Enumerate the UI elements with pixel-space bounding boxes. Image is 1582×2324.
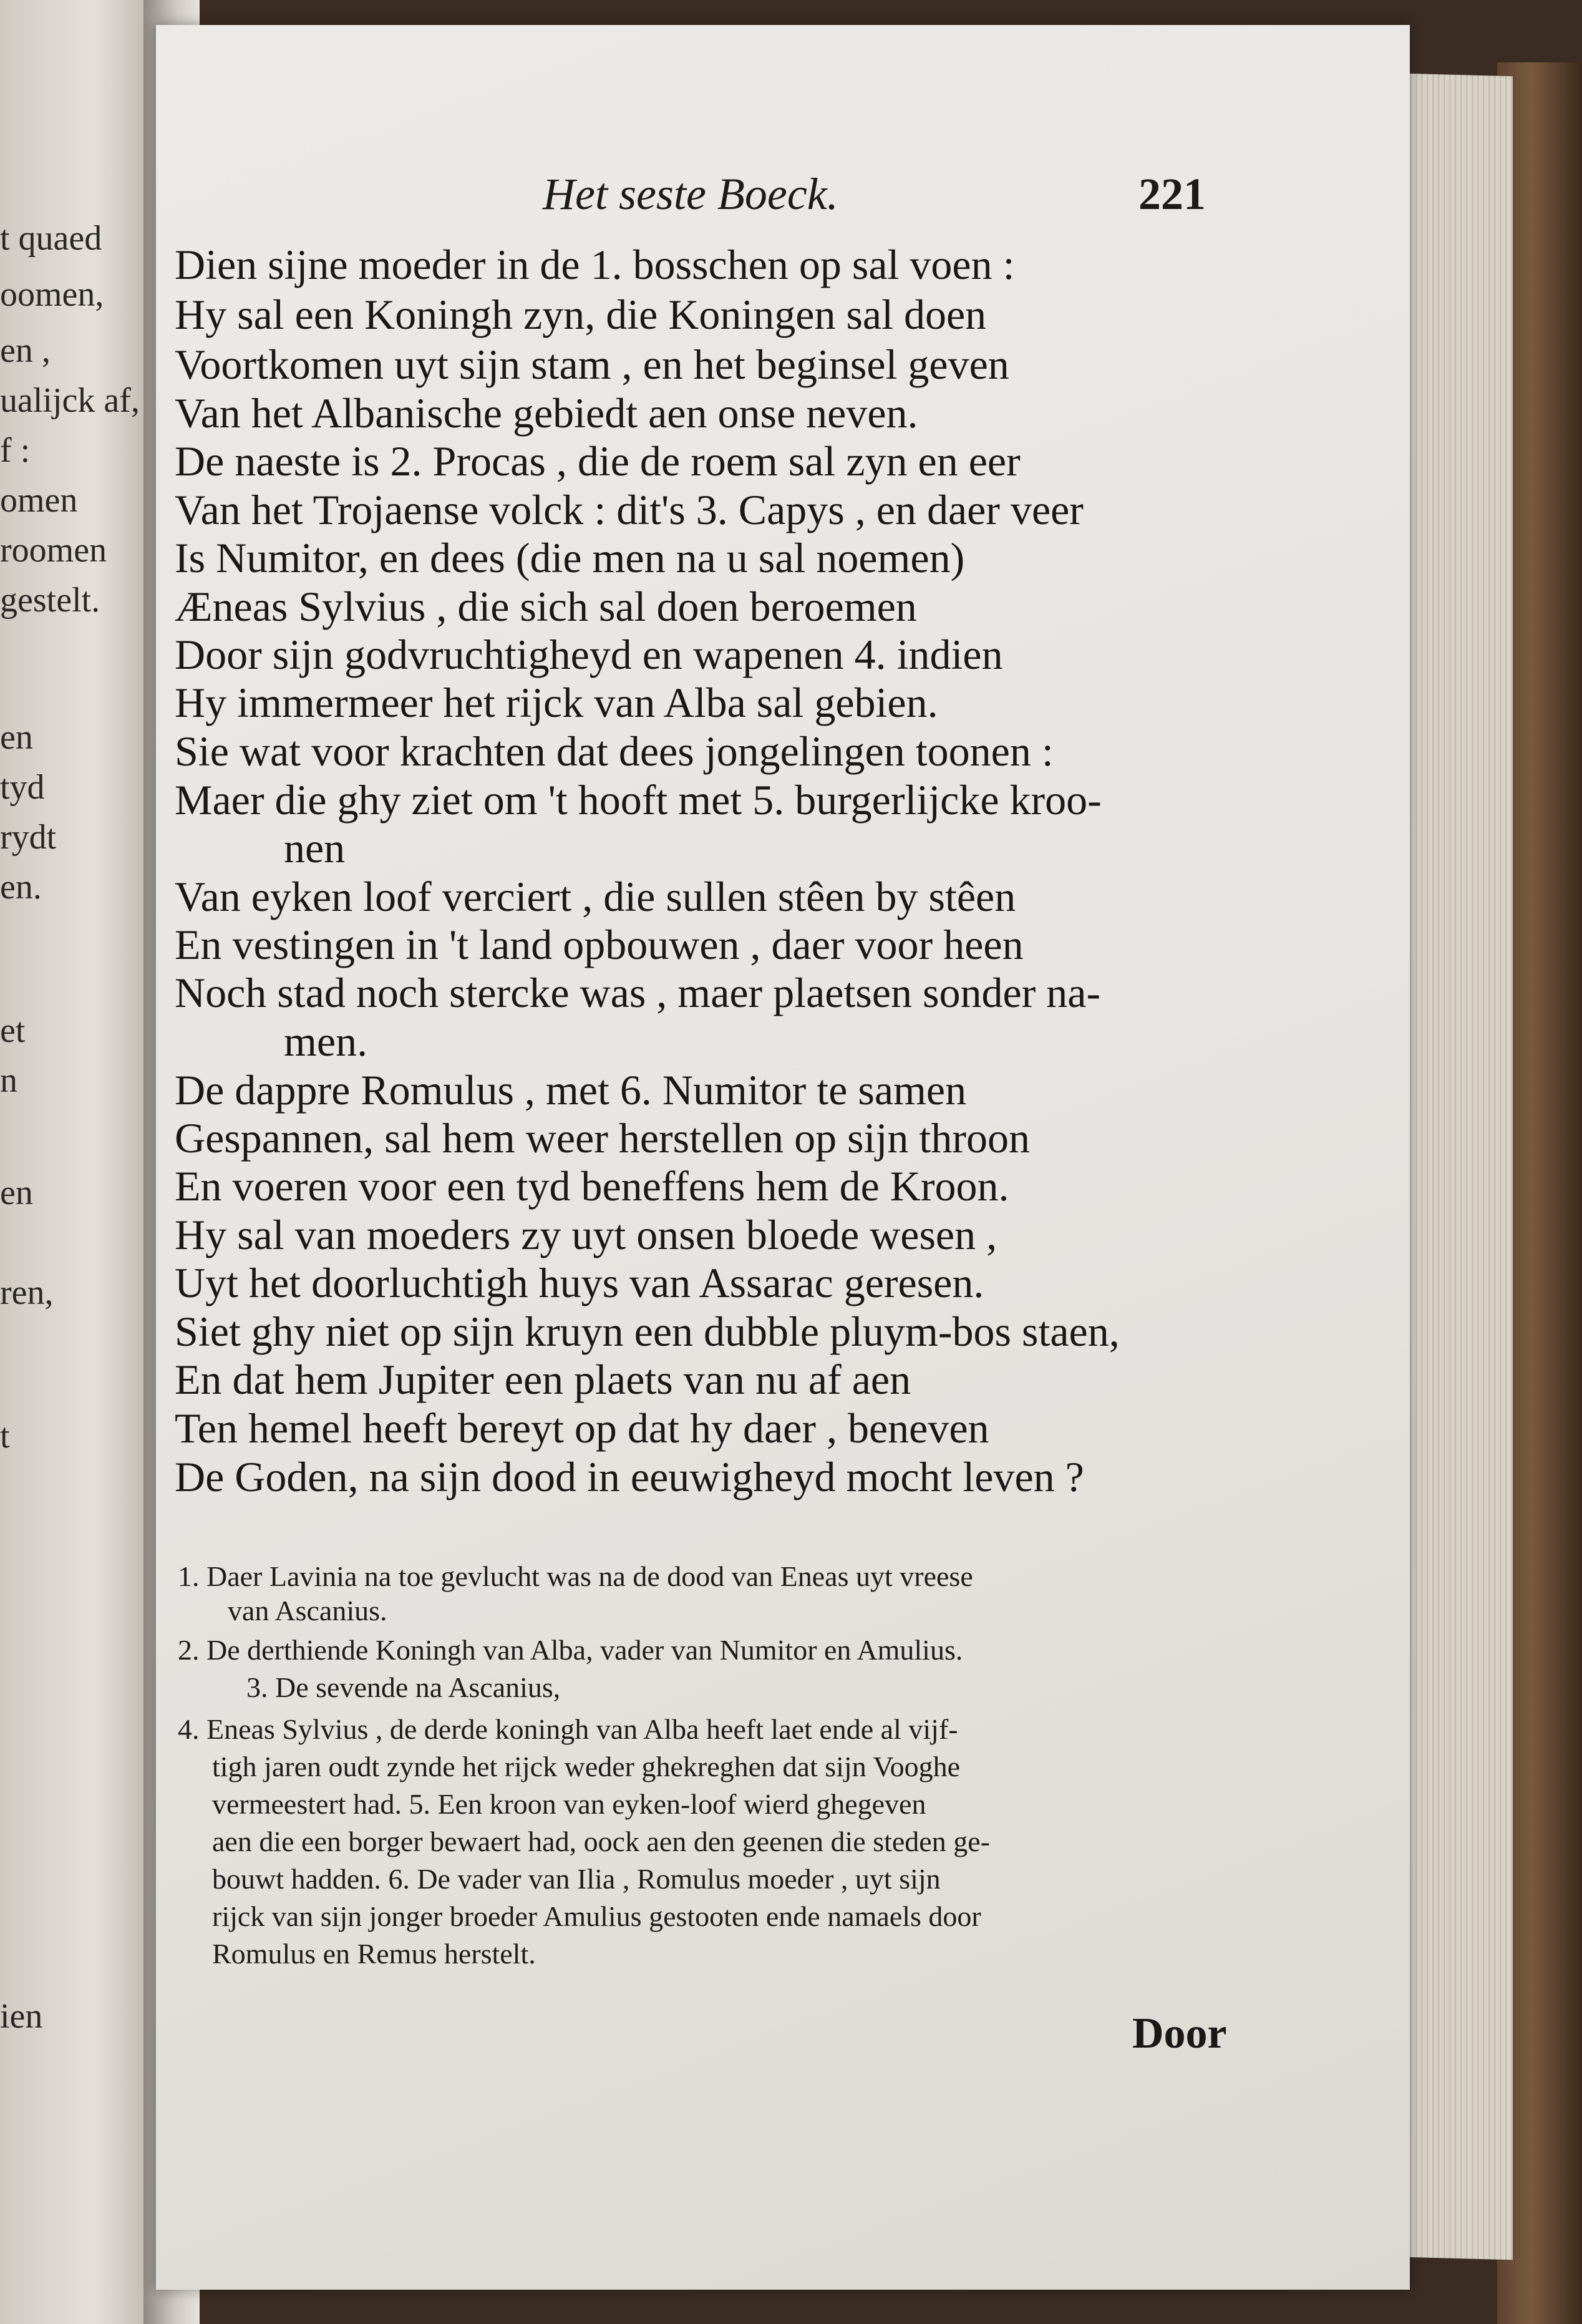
verse-line: Siet ghy niet op sijn kruyn een dubble pluym-bos staen, — [175, 1308, 1120, 1355]
verse-line: Van het Albanische gebiedt aen onse neven. — [175, 389, 918, 437]
left-page-fragment: roomen — [0, 531, 107, 570]
verse-line: Door sijn godvruchtigheyd en wapenen 4. indien — [175, 631, 1003, 678]
left-page-fragment: omen — [0, 481, 78, 520]
left-page-fragment: rydt — [0, 818, 57, 857]
verse-line: Ten hemel heeft bereyt op dat hy daer , beneven — [175, 1404, 989, 1452]
footnote-line: vermeestert had. 5. Een kroon van eyken-loof wierd ghegeven — [212, 1788, 926, 1820]
footnote-line: 3. De sevende na Ascanius, — [246, 1671, 561, 1703]
page-edges — [1407, 74, 1513, 2260]
verse-line-continuation: nen — [284, 824, 346, 872]
verse-line: Maer die ghy ziet om 't hooft met 5. burgerlijcke kroo- — [175, 776, 1102, 824]
verse-line: Van eyken loof verciert , die sullen stêen by stêen — [175, 873, 1016, 920]
left-page-fragment: tyd — [0, 768, 45, 807]
left-facing-page — [0, 0, 156, 2324]
footnote-line: 2. De derthiende Koningh van Alba, vader van Numitor en Amulius. — [178, 1634, 963, 1666]
verse-line: Is Numitor, en dees (die men na u sal noemen) — [175, 534, 965, 581]
book-page — [156, 25, 1410, 2290]
verse-line: De Goden, na sijn dood in eeuwigheyd mocht leven ? — [175, 1453, 1084, 1500]
footnote-line: rijck van sijn jonger broeder Amulius gestooten ende namaels door — [212, 1900, 981, 1932]
verse-line: Voortkomen uyt sijn stam , en het beginsel geven — [175, 341, 1009, 388]
left-page-fragment: en. — [0, 868, 42, 907]
footnote-line: tigh jaren oudt zynde het rijck weder ghekreghen dat sijn Vooghe — [212, 1751, 961, 1782]
verse-line: Hy sal van moeders zy uyt onsen bloede wesen , — [175, 1211, 997, 1258]
verse-line: Van het Trojaense volck : dit's 3. Capys , en daer veer — [175, 486, 1084, 533]
left-page-fragment: gestelt. — [0, 581, 100, 620]
verse-line: En voeren voor een tyd beneffens hem de Kroon. — [175, 1162, 1009, 1210]
running-title: Het seste Boeck. — [543, 169, 838, 219]
left-page-fragment: ualijck af, — [0, 381, 140, 420]
left-page-fragment: t — [0, 1417, 10, 1456]
page-number: 221 — [1138, 169, 1206, 219]
verse-line: De dappre Romulus , met 6. Numitor te samen — [175, 1066, 967, 1114]
verse-line: Æneas Sylvius , die sich sal doen beroemen — [175, 583, 917, 630]
footnote-line: aen die een borger bewaert had, oock aen den geenen die steden ge- — [212, 1826, 990, 1857]
left-page-fragment: oomen, — [0, 275, 104, 314]
left-page-fragment: n — [0, 1061, 17, 1100]
verse-line: En dat hem Jupiter een plaets van nu af aen — [175, 1356, 911, 1403]
left-page-fragment: f : — [0, 431, 31, 470]
footnote-line: Romulus en Remus herstelt. — [212, 1938, 536, 1970]
verse-line: Hy immermeer het rijck van Alba sal gebien. — [175, 679, 938, 726]
left-page-fragment: ren, — [0, 1273, 54, 1312]
verse-line: Hy sal een Koningh zyn, die Koningen sal doen — [175, 291, 987, 338]
verse-line: Gespannen, sal hem weer herstellen op sijn throon — [175, 1114, 1030, 1162]
verse-line: Dien sijne moeder in de 1. bosschen op sal voen : — [175, 241, 1015, 288]
verse-line: Sie wat voor krachten dat dees jongelingen toonen : — [175, 727, 1054, 775]
footnote-line: 4. Eneas Sylvius , de derde koningh van Alba heeft laet ende al vijf- — [178, 1713, 958, 1745]
footnote-line: bouwt hadden. 6. De vader van Ilia , Romulus moeder , uyt sijn — [212, 1863, 941, 1895]
verse-line-continuation: men. — [284, 1018, 368, 1065]
left-page-fragment: et — [0, 1011, 26, 1050]
left-page-fragment: en — [0, 718, 33, 757]
footnote-line: van Ascanius. — [228, 1595, 387, 1626]
verse-line: De naeste is 2. Procas , die de roem sal zyn en eer — [175, 437, 1021, 485]
left-page-fragment: en — [0, 1174, 33, 1212]
footnote-line: 1. Daer Lavinia na toe gevlucht was na de dood van Eneas uyt vreese — [178, 1560, 973, 1592]
left-page-fragment: ien — [0, 1997, 43, 2036]
verse-line: Uyt het doorluchtigh huys van Assarac geresen. — [175, 1259, 984, 1306]
verse-line: Noch stad noch stercke was , maer plaetsen sonder na- — [175, 969, 1101, 1016]
left-page-fragment: t quaed — [0, 219, 102, 258]
verse-block — [156, 25, 1410, 1522]
catchword: Door — [1132, 2010, 1227, 2058]
left-page-fragment: en , — [0, 331, 51, 370]
verse-line: En vestingen in 't land opbouwen , daer voor heen — [175, 921, 1024, 968]
